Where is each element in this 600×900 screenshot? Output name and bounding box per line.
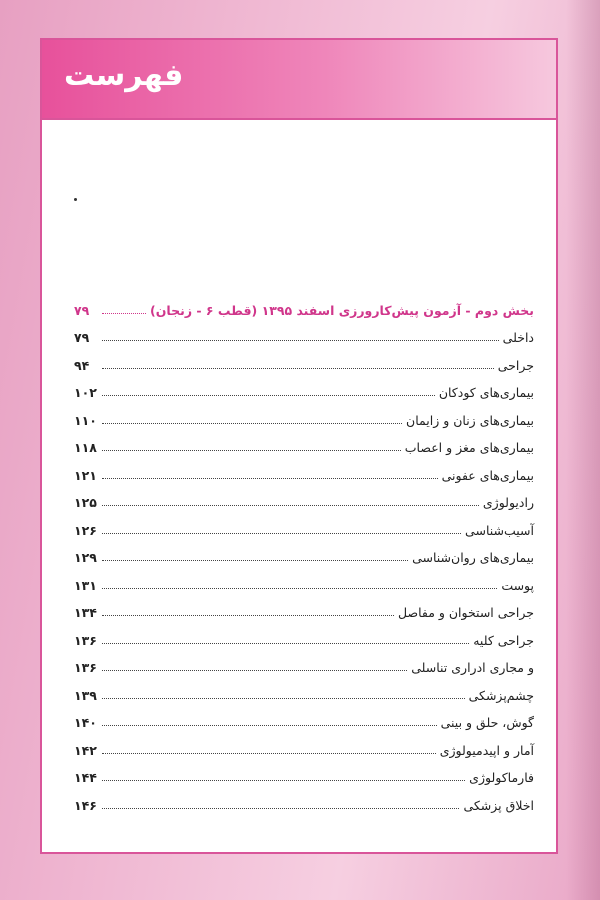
- page-frame: [40, 38, 558, 854]
- toc-entry-page: ۷۹: [74, 330, 90, 345]
- dot-leader: [102, 367, 494, 369]
- toc-entry-title: پوست: [501, 577, 534, 593]
- dot-leader: [102, 697, 465, 699]
- toc-entry[interactable]: [74, 677, 534, 705]
- toc-entry-title: چشم‌پزشکی: [468, 687, 534, 703]
- toc-entry[interactable]: [74, 347, 534, 375]
- dot-leader: [102, 532, 461, 534]
- page-title: فهرست: [64, 58, 184, 93]
- dot-leader: [102, 614, 394, 616]
- toc-entry[interactable]: [74, 650, 534, 678]
- dot-leader: [102, 394, 435, 396]
- toc-entry-page: ۱۳۶: [74, 632, 97, 648]
- toc-section-page: ۷۹: [74, 302, 90, 318]
- toc-entry-title: گوش، حلق و بینی: [440, 715, 534, 730]
- toc-entry[interactable]: [74, 567, 534, 595]
- dot-leader: [102, 807, 459, 809]
- dot-leader: [102, 477, 438, 479]
- toc-entry-title: اخلاق پزشکی: [463, 797, 534, 813]
- toc-entry[interactable]: [74, 622, 534, 650]
- toc-entry-page: ۱۰۲: [74, 385, 97, 400]
- toc-entry[interactable]: [74, 540, 534, 568]
- toc-entry-title: بیماری‌های کودکان: [438, 385, 534, 400]
- toc-entry-page: ۱۳۹: [74, 687, 97, 703]
- toc-entry[interactable]: [74, 705, 534, 733]
- toc-entry-title: آسیب‌شناسی: [465, 522, 534, 538]
- toc-entry-page: ۱۴۲: [74, 742, 97, 758]
- toc-entry-page: ۱۲۶: [74, 522, 97, 538]
- toc-entry-title: جراحی استخوان و مفاصل: [397, 605, 534, 620]
- toc-section-title: بخش دوم - آزمون پیش‌کارورزی اسفند ۱۳۹۵ (قطب ۶ - زنجان): [150, 302, 534, 318]
- toc-entry[interactable]: [74, 457, 534, 485]
- toc-entry[interactable]: [74, 402, 534, 430]
- stray-dot: [74, 198, 77, 201]
- toc-entry-page: ۱۴۰: [74, 715, 97, 730]
- toc-entry-page: ۱۳۶: [74, 660, 97, 675]
- dot-leader: [102, 559, 408, 561]
- toc-entry-title: بیماری‌های عفونی: [441, 467, 534, 483]
- dot-leader: [102, 312, 146, 314]
- dot-leader: [102, 752, 436, 754]
- dot-leader: [102, 339, 499, 341]
- dot-leader: [102, 587, 497, 589]
- toc-entry-page: ۱۱۸: [74, 440, 97, 455]
- dot-leader: [102, 504, 479, 506]
- toc-entry[interactable]: [74, 430, 534, 458]
- toc-entry-title: رادیولوژی: [482, 495, 534, 510]
- toc-entry-page: ۱۴۴: [74, 770, 97, 785]
- toc-entry-page: ۱۲۵: [74, 495, 97, 510]
- toc-entry[interactable]: [74, 732, 534, 760]
- toc-section-heading[interactable]: [74, 292, 534, 320]
- toc-entry-page: ۹۴: [74, 357, 90, 373]
- toc-entry-title: بیماری‌های روان‌شناسی: [412, 550, 534, 565]
- toc-entry[interactable]: [74, 787, 534, 815]
- toc-entry-title: فارماکولوژی: [469, 770, 534, 785]
- toc-entry-title: جراحی کلیه: [473, 632, 534, 648]
- toc-entry-title: بیماری‌های زنان و زایمان: [406, 412, 534, 428]
- dot-leader: [102, 724, 437, 726]
- toc-entry[interactable]: [74, 485, 534, 513]
- toc-entry-title: آمار و اپیدمیولوژی: [439, 742, 534, 758]
- toc-entry-title: بیماری‌های مغز و اعصاب: [404, 440, 534, 455]
- toc-entry-page: ۱۴۶: [74, 797, 97, 813]
- toc-entry-page: ۱۱۰: [74, 412, 97, 428]
- toc-entry[interactable]: [74, 595, 534, 623]
- toc-entry-title: جراحی: [497, 357, 534, 373]
- toc-entry-page: ۱۲۱: [74, 467, 97, 483]
- toc-entry-page: ۱۳۱: [74, 577, 97, 593]
- dot-leader: [102, 422, 402, 424]
- toc-entry[interactable]: [74, 320, 534, 348]
- toc-entry[interactable]: [74, 512, 534, 540]
- table-of-contents: [74, 292, 534, 815]
- dot-leader: [102, 779, 465, 781]
- dot-leader: [102, 642, 469, 644]
- toc-entry[interactable]: [74, 375, 534, 403]
- toc-entry-title: داخلی: [502, 330, 534, 345]
- dot-leader: [102, 449, 401, 451]
- title-bar: [42, 40, 556, 120]
- toc-entry-page: ۱۲۹: [74, 550, 97, 565]
- toc-entry-page: ۱۳۴: [74, 605, 97, 620]
- dot-leader: [102, 669, 407, 671]
- toc-entry[interactable]: [74, 760, 534, 788]
- toc-entry-title: و مجاری ادراری تناسلی: [411, 660, 534, 675]
- book-spine-shadow: [566, 0, 600, 900]
